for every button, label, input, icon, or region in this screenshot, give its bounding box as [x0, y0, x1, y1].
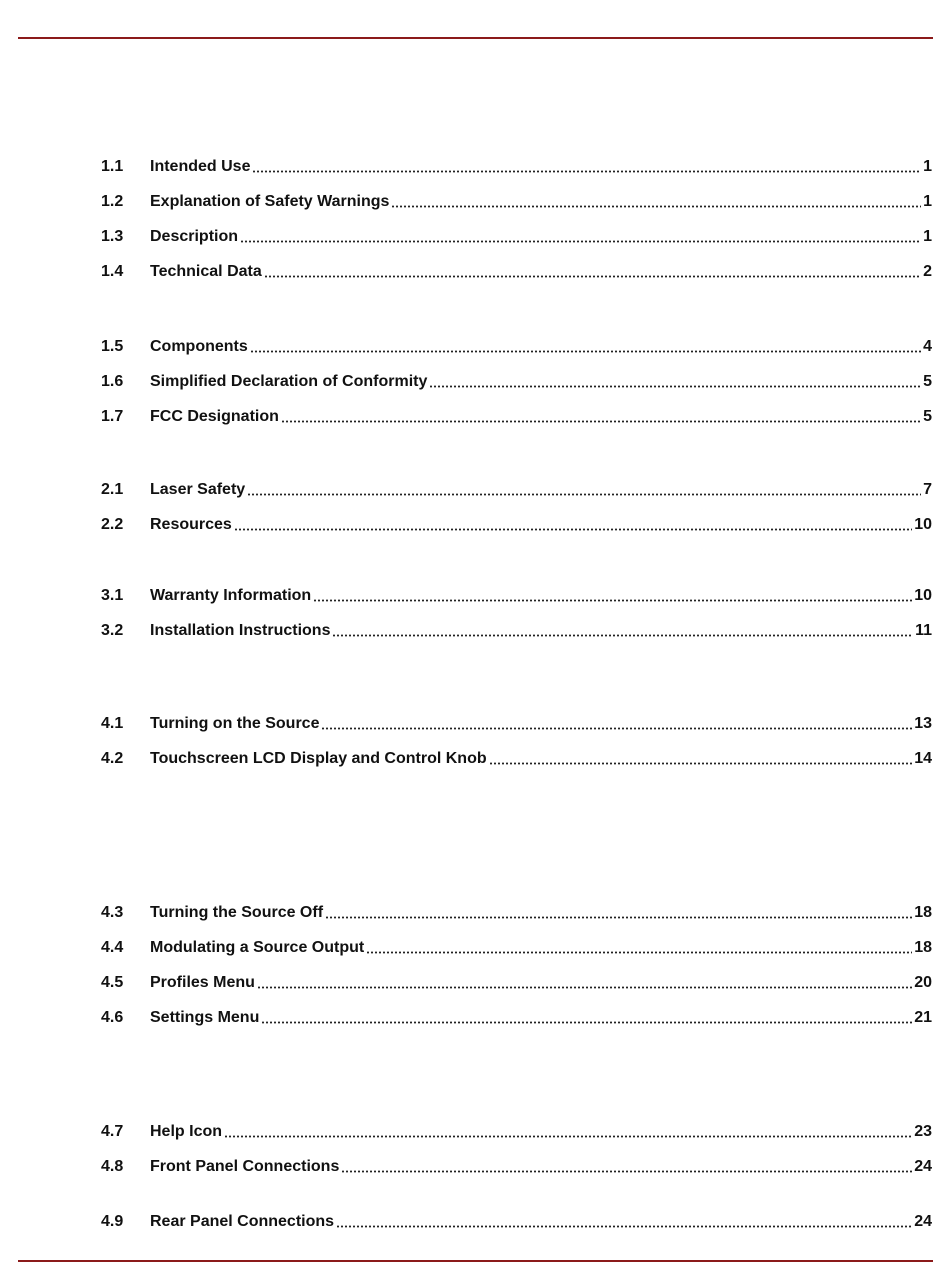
toc-entry[interactable]	[101, 153, 932, 177]
toc-section-title: Turning the Source Off	[150, 904, 324, 921]
toc-section-number: 4.6	[101, 1009, 124, 1026]
toc-page-number: 5	[923, 373, 932, 390]
toc-page-number: 1	[923, 193, 932, 210]
toc-page-number: 14	[914, 750, 932, 767]
toc-section-title: Touchscreen LCD Display and Control Knob	[150, 750, 487, 767]
toc-entry[interactable]	[101, 188, 932, 212]
toc-entry[interactable]	[101, 1153, 932, 1177]
toc-section-number: 1.2	[101, 193, 124, 210]
toc-section-number: 3.2	[101, 622, 124, 639]
toc-page-number: 1	[923, 228, 932, 245]
toc-page-number: 10	[914, 516, 932, 533]
toc-dot-leader	[224, 1135, 912, 1138]
toc-section-title: Technical Data	[150, 263, 262, 280]
toc-dot-leader	[313, 599, 912, 602]
toc-entry[interactable]	[101, 223, 932, 247]
toc-section-title: Components	[150, 338, 248, 355]
toc-entry[interactable]	[101, 476, 932, 500]
toc-section-number: 2.2	[101, 516, 124, 533]
toc-page-number: 18	[914, 904, 932, 921]
toc-dot-leader	[247, 493, 921, 496]
toc-section-number: 1.4	[101, 263, 124, 280]
toc-dot-leader	[391, 205, 921, 208]
toc-dot-leader	[257, 986, 912, 989]
toc-page-number: 18	[914, 939, 932, 956]
toc-page-number: 11	[915, 622, 932, 639]
toc-entry[interactable]	[101, 745, 932, 769]
toc-section-title: Profiles Menu	[150, 974, 255, 991]
toc-entry[interactable]	[101, 403, 932, 427]
toc-section-title: Intended Use	[150, 158, 251, 175]
toc-section-title: Warranty Information	[150, 587, 312, 604]
toc-dot-leader	[366, 951, 912, 954]
toc-entry[interactable]	[101, 1118, 932, 1142]
toc-section-title: Resources	[150, 516, 232, 533]
toc-section-title: Help Icon	[150, 1123, 223, 1140]
toc-section-title: Turning on the Source	[150, 715, 320, 732]
toc-section-title: Front Panel Connections	[150, 1158, 340, 1175]
toc-entry[interactable]	[101, 1004, 932, 1028]
toc-section-number: 4.7	[101, 1123, 124, 1140]
toc-page-number: 21	[914, 1009, 932, 1026]
toc-section-number: 3.1	[101, 587, 124, 604]
toc-section-title: Description	[150, 228, 239, 245]
toc-page-number: 24	[914, 1213, 932, 1230]
toc-section-number: 1.6	[101, 373, 124, 390]
toc-page-number: 5	[923, 408, 932, 425]
toc-section-number: 1.3	[101, 228, 124, 245]
footer-rule	[18, 1260, 933, 1262]
toc-dot-leader	[336, 1225, 912, 1228]
toc-dot-leader	[240, 240, 921, 243]
toc-entry[interactable]	[101, 1208, 932, 1232]
toc-page-number: 24	[914, 1158, 932, 1175]
toc-page-number: 23	[914, 1123, 932, 1140]
toc-entry[interactable]	[101, 617, 932, 641]
toc-section-title: Simplified Declaration of Conformity	[150, 373, 428, 390]
toc-dot-leader	[332, 634, 913, 637]
toc-entry[interactable]	[101, 899, 932, 923]
toc-section-number: 4.1	[101, 715, 124, 732]
toc-dot-leader	[489, 762, 913, 765]
toc-entry[interactable]	[101, 258, 932, 282]
toc-section-number: 1.7	[101, 408, 124, 425]
toc-page-number: 7	[923, 481, 932, 498]
toc-section-title: Laser Safety	[150, 481, 246, 498]
toc-section-title: Settings Menu	[150, 1009, 260, 1026]
toc-dot-leader	[261, 1021, 912, 1024]
toc-section-title: Explanation of Safety Warnings	[150, 193, 390, 210]
toc-dot-leader	[281, 420, 921, 423]
toc-page-number: 20	[914, 974, 932, 991]
toc-dot-leader	[264, 275, 921, 278]
toc-section-number: 2.1	[101, 481, 124, 498]
toc-section-title: Installation Instructions	[150, 622, 331, 639]
toc-entry[interactable]	[101, 710, 932, 734]
toc-section-number: 4.5	[101, 974, 124, 991]
toc-entry[interactable]	[101, 582, 932, 606]
toc-dot-leader	[234, 528, 912, 531]
header-rule	[18, 37, 933, 39]
toc-dot-leader	[325, 916, 912, 919]
toc-section-number: 1.5	[101, 338, 124, 355]
toc-dot-leader	[252, 170, 921, 173]
toc-dot-leader	[429, 385, 921, 388]
toc-entry[interactable]	[101, 368, 932, 392]
toc-dot-leader	[341, 1170, 912, 1173]
toc-entry[interactable]	[101, 934, 932, 958]
toc-section-number: 1.1	[101, 158, 124, 175]
toc-section-title: Modulating a Source Output	[150, 939, 365, 956]
toc-page-number: 13	[914, 715, 932, 732]
toc-dot-leader	[250, 350, 921, 353]
toc-section-title: FCC Designation	[150, 408, 279, 425]
toc-entry[interactable]	[101, 511, 932, 535]
toc-page-number: 1	[923, 158, 932, 175]
toc-section-number: 4.4	[101, 939, 124, 956]
toc-section-number: 4.3	[101, 904, 124, 921]
toc-section-number: 4.2	[101, 750, 124, 767]
toc-entry[interactable]	[101, 333, 932, 357]
toc-page-number: 4	[923, 338, 932, 355]
toc-section-number: 4.9	[101, 1213, 124, 1230]
toc-section-title: Rear Panel Connections	[150, 1213, 335, 1230]
toc-entry[interactable]	[101, 969, 932, 993]
toc-page-number: 2	[923, 263, 932, 280]
toc-page-number: 10	[914, 587, 932, 604]
toc-dot-leader	[321, 727, 912, 730]
toc-section-number: 4.8	[101, 1158, 124, 1175]
